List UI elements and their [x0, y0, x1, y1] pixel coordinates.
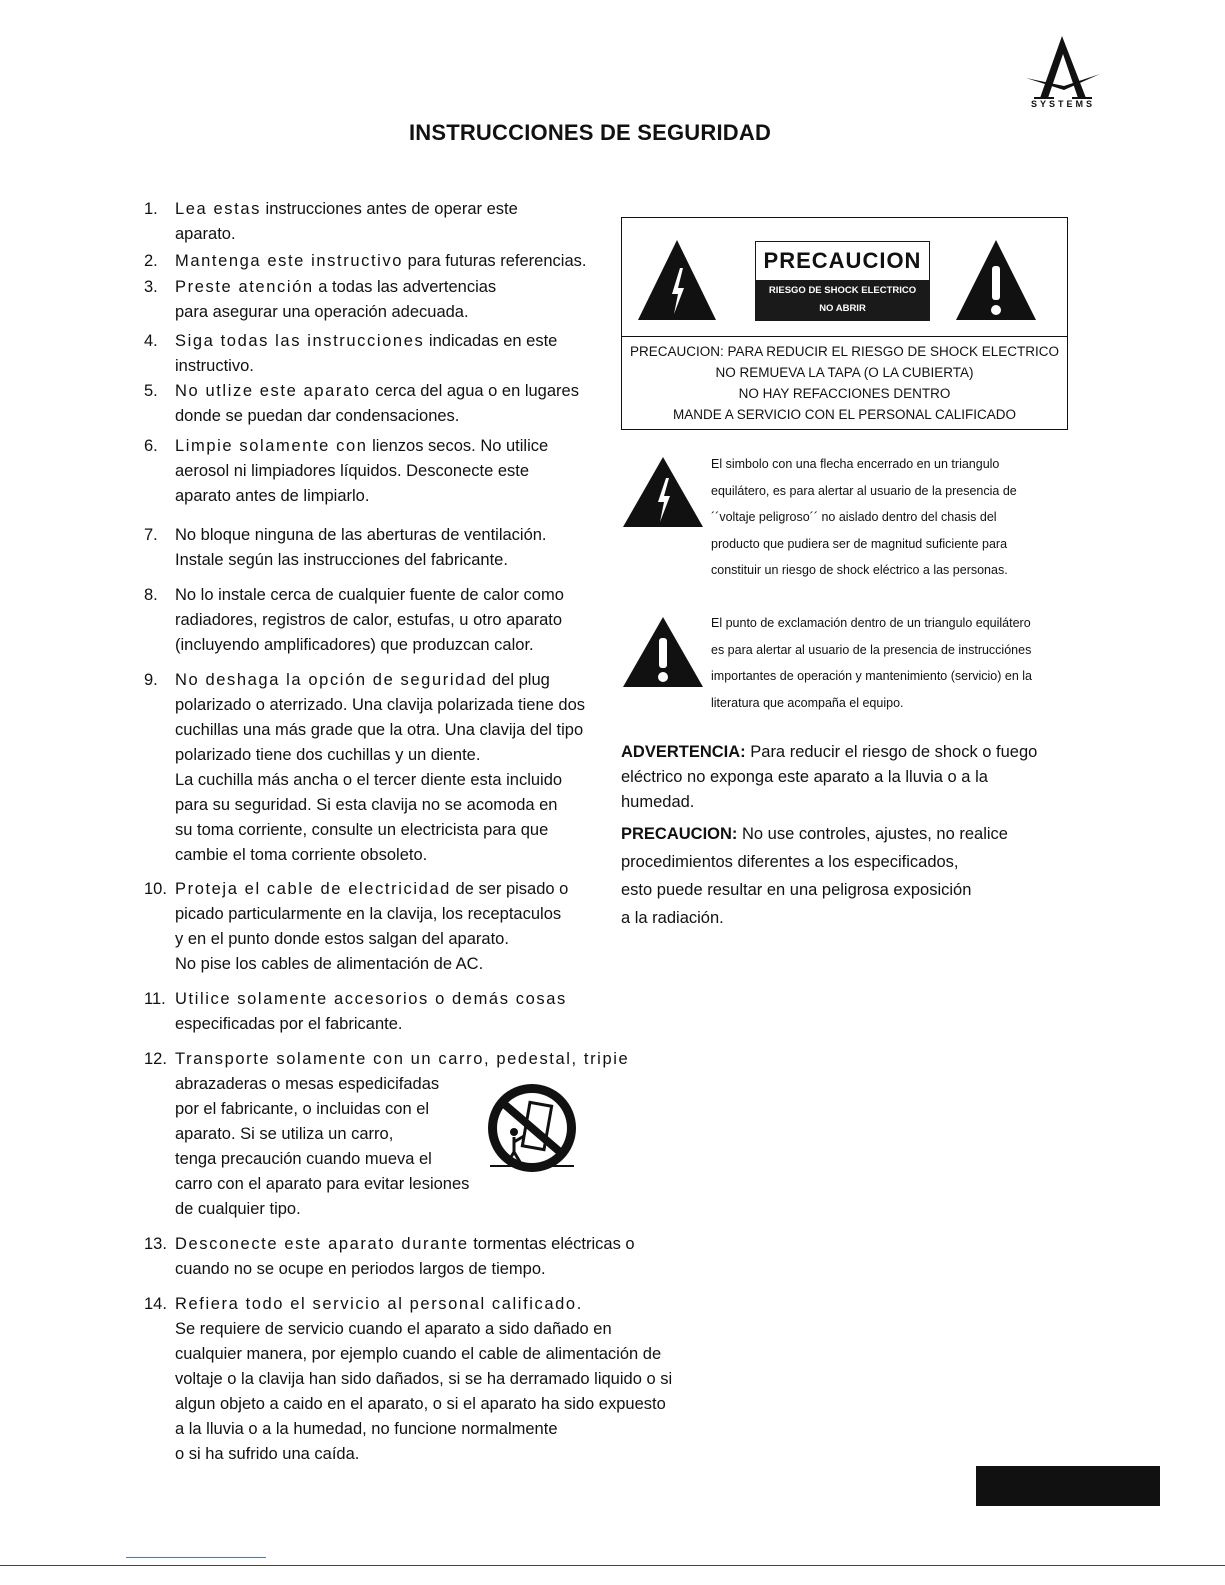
item-number: 13. [144, 1235, 167, 1253]
caution-sub-risk: RIESGO DE SHOCK ELECTRICO [768, 285, 917, 296]
list-item [144, 1232, 734, 1282]
item-number: 5. [144, 382, 158, 400]
item-lead: Proteja el cable de electricidad [175, 880, 451, 898]
advertencia-note [621, 740, 1081, 815]
caution-box-header [622, 218, 1067, 337]
item-text: tormentas eléctricas o cuando no se ocupe en periodos largos de tiempo. [175, 1235, 635, 1278]
symbol-line: es para alertar al usuario de la presencia de instrucciónes [711, 642, 1032, 657]
list-item [144, 1047, 734, 1222]
item-text: cerca del agua o en lugares donde se puedan dar condensaciones. [175, 382, 579, 425]
item-lead: Utilice solamente accesorios o demás cosas [175, 990, 567, 1008]
advertencia-label: ADVERTENCIA: [621, 743, 746, 761]
item-number: 1. [144, 200, 158, 218]
item-lead: Siga todas las instrucciones [175, 332, 425, 350]
caution-line: NO HAY REFACCIONES DENTRO [738, 386, 951, 401]
item-text: especificadas por el fabricante. [175, 1015, 403, 1033]
lightning-symbol-icon [622, 456, 704, 528]
precaucion-label: PRECAUCION: [621, 825, 738, 843]
item-text: del plug polarizado o aterrizado. Una clavija polarizada tiene dos cuchillas una más grade que la otra. Una clavija del tipo polarizado tiene dos cuchillas y un diente. La cuchilla más ancha o el tercer diente esta incluido para su seguridad. Si esta clavija no se acomoda en su toma corriente, consulte un electricista para que cambie el toma corriente obsoleto. [175, 671, 585, 864]
item-lead: No utlize este aparato [175, 382, 371, 400]
item-number: 8. [144, 586, 158, 604]
caution-line: NO REMUEVA LA TAPA (O LA CUBIERTA) [715, 365, 974, 380]
item-text: de ser pisado o picado particularmente en la clavija, los receptaculos y en el punto donde estos salgan del aparato. No pise los cables de alimentación de AC. [175, 880, 569, 973]
caution-label-box [755, 241, 930, 321]
item-lead: Transporte solamente con un carro, pedestal, tripie [175, 1050, 630, 1068]
advertencia-text: Para reducir el riesgo de shock o fuego eléctrico no exponga este aparato a la lluvia o a la humedad. [621, 743, 1038, 811]
list-item [144, 987, 734, 1037]
logo-text: SYSTEMS [1030, 99, 1095, 109]
symbol-line: El simbolo con una flecha encerrado en un triangulo [711, 457, 1000, 471]
item-number: 14. [144, 1295, 167, 1313]
exclamation-warning-icon [954, 238, 1038, 322]
footer-link-underline [126, 1557, 266, 1558]
caution-heading: PRECAUCION [756, 242, 929, 280]
item-text: lienzos secos. No utilice aerosol ni limpiadores líquidos. Desconecte este aparato antes de limpiarlo. [175, 437, 549, 505]
item-text: No bloque ninguna de las aberturas de ventilación. Instale según las instrucciones del fabricante. [175, 526, 547, 569]
item-lead: No deshaga la opción de seguridad [175, 671, 488, 689]
precaucion-note [621, 820, 1081, 932]
lightning-warning-icon [636, 238, 718, 322]
item-lead: Lea estas [175, 200, 261, 218]
item-number: 12. [144, 1050, 167, 1068]
item-number: 4. [144, 332, 158, 350]
item-number: 2. [144, 252, 158, 270]
item-lead: Desconecte este aparato durante [175, 1235, 469, 1253]
page-title: INSTRUCCIONES DE SEGURIDAD [408, 120, 772, 145]
item-text: para futuras referencias. [403, 252, 587, 270]
item-text: abrazaderas o mesas espedicifadas por el fabricante, o incluidas con el aparato. Si se utiliza un carro, tenga precaución cuando mueva el carro con el aparato para evitar lesiones de cualquier tipo. [175, 1075, 470, 1218]
symbol-line: producto que pudiera ser de magnitud suficiente para [711, 536, 1008, 551]
caution-line: MANDE A SERVICIO CON EL PERSONAL CALIFICADO [672, 407, 1017, 422]
item-lead: Preste atención [175, 278, 314, 296]
symbol-line: importantes de operación y mantenimiento (servicio) en la [711, 669, 1032, 683]
item-number: 9. [144, 671, 158, 689]
list-item [144, 1292, 734, 1467]
item-text: instrucciones antes de operar este aparato. [175, 200, 518, 243]
list-item [144, 523, 734, 573]
item-lead: Limpie solamente con [175, 437, 368, 455]
item-text: Se requiere de servicio cuando el aparato a sido dañado en cualquier manera, por ejemplo cuando el cable de alimentación de voltaje o la clavija han sido dañados, si se ha derramado liquido o si algun objeto a caido en el aparato, o si el aparato ha sido expuesto a la lluvia o a la humedad, no funcione normalmente o si ha sufrido una caída. [175, 1320, 673, 1463]
symbol-line: constituir un riesgo de shock eléctrico a las personas. [711, 563, 1008, 577]
caution-text [622, 341, 1067, 425]
symbol-line: literatura que acompaña el equipo. [711, 695, 904, 710]
item-text: indicadas en este instructivo. [175, 332, 558, 375]
symbol-line: ´´voltaje peligroso´´ no aislado dentro del chasis del [711, 510, 997, 524]
item-lead: Refiera todo el servicio al personal calificado. [175, 1295, 583, 1313]
caution-line: PRECAUCION: PARA REDUCIR EL RIESGO DE SHOCK ELECTRICO [629, 344, 1060, 359]
caution-sub-open: NO ABRIR [819, 303, 866, 314]
item-text: a todas las advertencias para asegurar una operación adecuada. [175, 278, 497, 321]
caution-box [621, 217, 1068, 430]
symbol-line: El punto de exclamación dentro de un triangulo equilátero [711, 616, 1031, 630]
item-number: 7. [144, 526, 158, 544]
item-number: 6. [144, 437, 158, 455]
precaucion-text: No use controles, ajustes, no realice procedimientos diferentes a los especificados, esto puede resultar en una peligrosa exposición a la radiación. [621, 825, 1008, 927]
item-number: 10. [144, 880, 167, 898]
item-number: 3. [144, 278, 158, 296]
symbol-line: equilátero, es para alertar al usuario de la presencia de [711, 483, 1017, 498]
exclamation-symbol-icon [622, 616, 704, 688]
item-text: No lo instale cerca de cualquier fuente de calor como radiadores, registros de calor, estufas, u otro aparato (incluyendo amplificadores) que produzcan calor. [175, 586, 564, 654]
exclamation-symbol-text [711, 610, 1073, 716]
page-corner-bar [976, 1466, 1160, 1506]
lightning-symbol-text [711, 451, 1071, 584]
footer-divider [0, 1565, 1225, 1566]
item-lead: Mantenga este instructivo [175, 252, 404, 270]
cart-warning-icon [484, 1082, 580, 1174]
item-number: 11. [144, 990, 166, 1008]
